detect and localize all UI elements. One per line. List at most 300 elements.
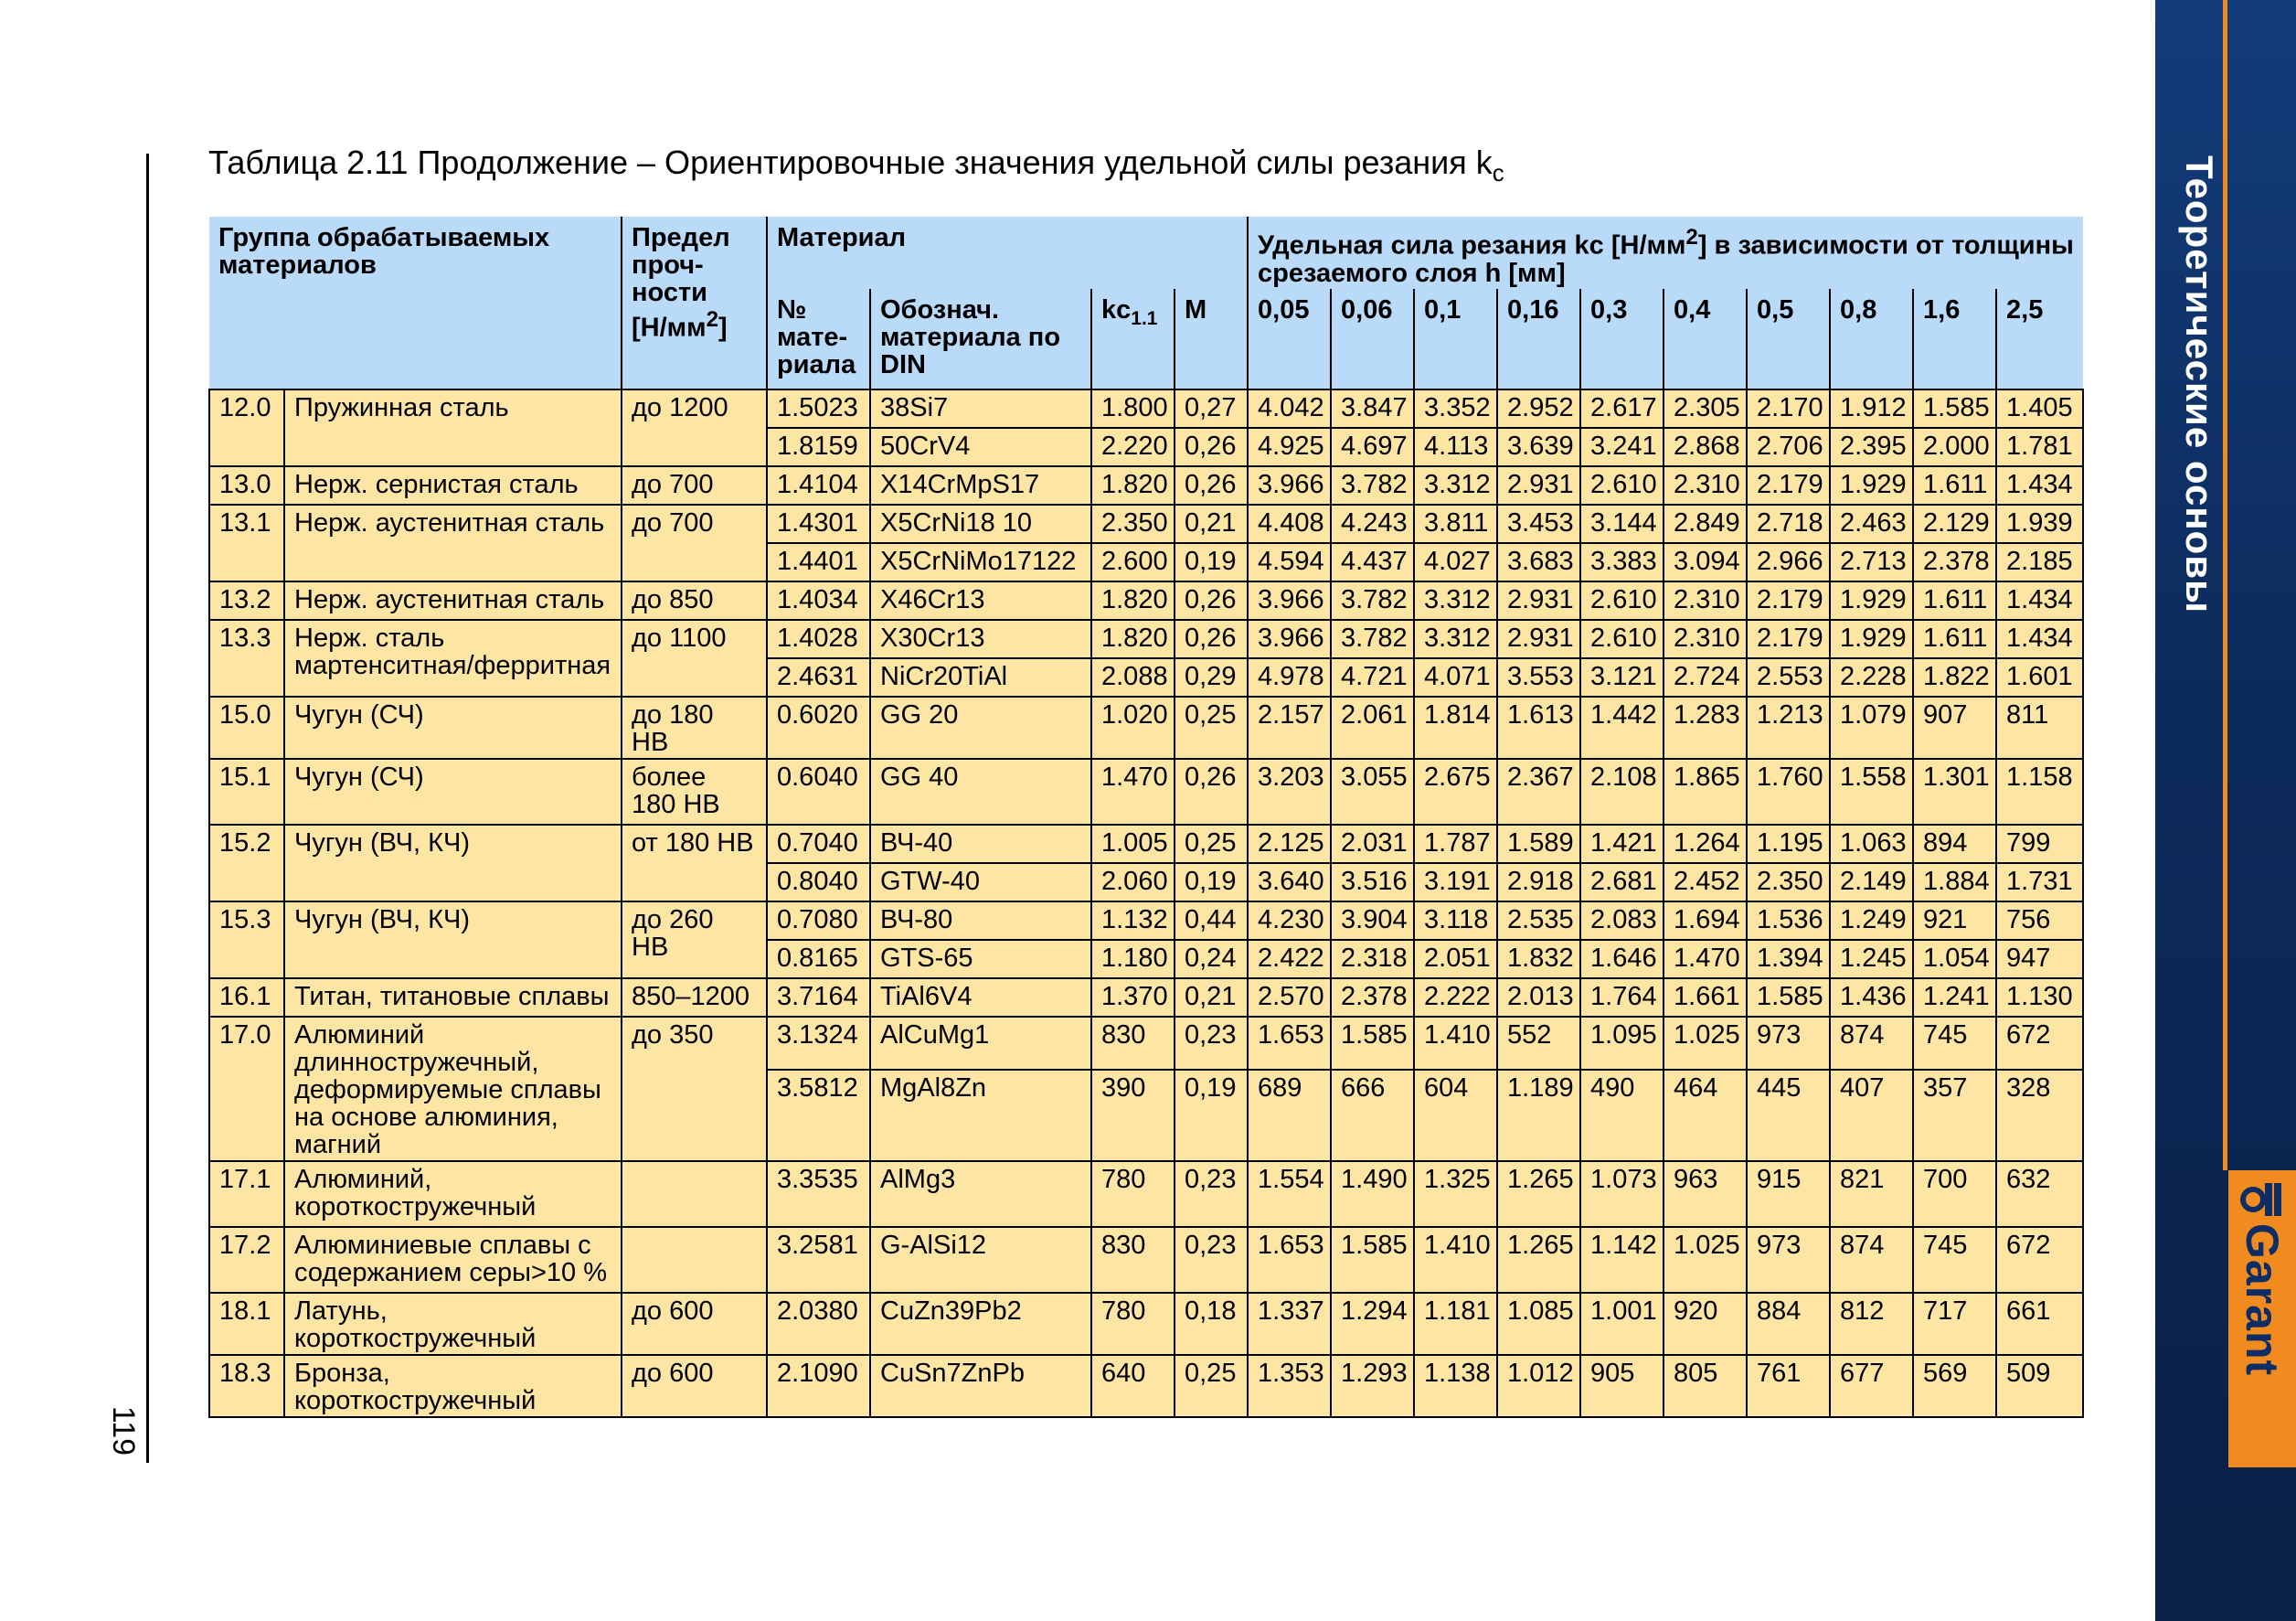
din-designation-cell: GG 40 [870, 759, 1091, 825]
force-value-cell: 2.185 [1996, 543, 2083, 581]
force-value-cell: 509 [1996, 1355, 2083, 1417]
din-designation-cell: ВЧ-40 [870, 825, 1091, 863]
force-value-cell: 1.490 [1331, 1161, 1414, 1227]
header-thickness: 0,1 [1414, 289, 1497, 389]
material-number-cell: 1.4104 [767, 466, 870, 505]
force-value-cell: 1.063 [1830, 825, 1913, 863]
force-value-cell: 2.610 [1580, 581, 1664, 620]
force-value-cell: 2.125 [1248, 825, 1331, 863]
force-value-cell: 1.405 [1996, 389, 2083, 428]
force-value-cell: 700 [1913, 1161, 1996, 1227]
kc11-cell: 780 [1091, 1293, 1175, 1355]
force-value-cell: 3.904 [1331, 901, 1414, 940]
kc11-cell: 2.350 [1091, 505, 1175, 543]
kc11-cell: 830 [1091, 1227, 1175, 1293]
force-value-cell: 604 [1414, 1070, 1497, 1161]
force-value-cell: 1.787 [1414, 825, 1497, 863]
force-value-cell: 874 [1830, 1227, 1913, 1293]
material-number-cell: 2.0380 [767, 1293, 870, 1355]
group-code-cell: 15.2 [209, 825, 284, 901]
kc11-cell: 1.370 [1091, 978, 1175, 1017]
force-value-cell: 4.978 [1248, 658, 1331, 697]
force-value-cell: 1.301 [1913, 759, 1996, 825]
force-value-cell: 2.179 [1747, 466, 1830, 505]
header-kc11: $kc_{1.1}$ [1091, 289, 1175, 389]
strength-cell: до 1200 [622, 389, 767, 466]
material-number-cell: 0.7080 [767, 901, 870, 940]
force-value-cell: 1.764 [1580, 978, 1664, 1017]
force-value-cell: 3.312 [1414, 620, 1497, 658]
table-row [209, 1227, 2083, 1293]
force-value-cell: 3.782 [1331, 581, 1414, 620]
strength-cell: до 1100 [622, 620, 767, 697]
force-value-cell: 3.847 [1331, 389, 1414, 428]
force-value-cell: 1.213 [1747, 697, 1830, 759]
force-value-cell: 1.241 [1913, 978, 1996, 1017]
din-designation-cell: G-AlSi12 [870, 1227, 1091, 1293]
group-name-cell: Латунь, короткостружечный [284, 1293, 622, 1355]
group-code-cell: 18.1 [209, 1293, 284, 1355]
force-value-cell: 717 [1913, 1293, 1996, 1355]
kc11-cell: 1.470 [1091, 759, 1175, 825]
force-value-cell: 1.832 [1497, 940, 1580, 978]
force-value-cell: 1.653 [1248, 1227, 1331, 1293]
table-row [209, 825, 2083, 863]
cutting-force-table [208, 217, 2084, 1418]
force-value-cell: 2.918 [1497, 863, 1580, 901]
force-value-cell: 4.437 [1331, 543, 1414, 581]
header-thickness: 0,4 [1664, 289, 1747, 389]
table-row [209, 466, 2083, 505]
force-value-cell: 921 [1913, 901, 1996, 940]
force-value-cell: 2.108 [1580, 759, 1664, 825]
din-designation-cell: X14CrMpS17 [870, 466, 1091, 505]
force-value-cell: 3.782 [1331, 466, 1414, 505]
strength-cell: более 180 HB [622, 759, 767, 825]
header-thickness: 0,8 [1830, 289, 1913, 389]
din-designation-cell: 38Si7 [870, 389, 1091, 428]
material-number-cell: 3.2581 [767, 1227, 870, 1293]
force-value-cell: 1.585 [1747, 978, 1830, 1017]
material-number-cell: 0.7040 [767, 825, 870, 863]
force-value-cell: 2.170 [1747, 389, 1830, 428]
chapter-sidebar [2155, 0, 2296, 1621]
kc11-cell: 390 [1091, 1070, 1175, 1161]
din-designation-cell: CuSn7ZnPb [870, 1355, 1091, 1417]
din-designation-cell: 50CrV4 [870, 428, 1091, 466]
force-value-cell: 4.027 [1414, 543, 1497, 581]
force-value-cell: 1.694 [1664, 901, 1747, 940]
force-value-cell: 1.265 [1497, 1227, 1580, 1293]
header-material: Материал [767, 217, 1248, 289]
material-number-cell: 0.6020 [767, 697, 870, 759]
force-value-cell: 3.811 [1414, 505, 1497, 543]
force-value-cell: 672 [1996, 1017, 2083, 1070]
force-value-cell: 3.118 [1414, 901, 1497, 940]
force-value-cell: 3.639 [1497, 428, 1580, 466]
force-value-cell: 1.293 [1331, 1355, 1414, 1417]
force-value-cell: 1.264 [1664, 825, 1747, 863]
strength-cell: до 180 HB [622, 697, 767, 759]
force-value-cell: 4.071 [1414, 658, 1497, 697]
force-value-cell: 2.706 [1747, 428, 1830, 466]
force-value-cell: 2.535 [1497, 901, 1580, 940]
table-row [209, 620, 2083, 658]
garant-logo-text: Garant [2237, 1223, 2288, 1377]
force-value-cell: 328 [1996, 1070, 2083, 1161]
force-value-cell: 1.731 [1996, 863, 2083, 901]
force-value-cell: 2.179 [1747, 581, 1830, 620]
force-value-cell: 1.585 [1331, 1227, 1414, 1293]
header-thickness: 0,16 [1497, 289, 1580, 389]
material-number-cell: 3.5812 [767, 1070, 870, 1161]
force-value-cell: 1.095 [1580, 1017, 1664, 1070]
force-value-cell: 1.294 [1331, 1293, 1414, 1355]
force-value-cell: 973 [1747, 1227, 1830, 1293]
din-designation-cell: ВЧ-80 [870, 901, 1091, 940]
force-value-cell: 1.536 [1747, 901, 1830, 940]
din-designation-cell: X5CrNiMo17122 [870, 543, 1091, 581]
table-row [209, 759, 2083, 825]
force-value-cell: 1.142 [1580, 1227, 1664, 1293]
force-value-cell: 689 [1248, 1070, 1331, 1161]
force-value-cell: 905 [1580, 1355, 1664, 1417]
material-number-cell: 1.4301 [767, 505, 870, 543]
header-thickness: 0,05 [1248, 289, 1331, 389]
force-value-cell: 4.925 [1248, 428, 1331, 466]
table-row [209, 505, 2083, 543]
force-value-cell: 907 [1913, 697, 1996, 759]
force-value-cell: 2.013 [1497, 978, 1580, 1017]
strength-cell: от 180 HB [622, 825, 767, 901]
force-value-cell: 357 [1913, 1070, 1996, 1161]
strength-cell: до 600 [622, 1355, 767, 1417]
force-value-cell: 2.222 [1414, 978, 1497, 1017]
force-value-cell: 4.042 [1248, 389, 1331, 428]
din-designation-cell: TiAl6V4 [870, 978, 1091, 1017]
force-value-cell: 1.337 [1248, 1293, 1331, 1355]
force-value-cell: 947 [1996, 940, 2083, 978]
force-value-cell: 3.966 [1248, 466, 1331, 505]
kc11-cell: 830 [1091, 1017, 1175, 1070]
force-value-cell: 2.350 [1747, 863, 1830, 901]
force-value-cell: 2.868 [1664, 428, 1747, 466]
force-value-cell: 1.325 [1414, 1161, 1497, 1227]
force-value-cell: 821 [1830, 1161, 1913, 1227]
kc11-cell: 2.600 [1091, 543, 1175, 581]
sidebar-accent-line [2223, 0, 2227, 1170]
force-value-cell: 3.312 [1414, 466, 1497, 505]
force-value-cell: 2.083 [1580, 901, 1664, 940]
kc11-cell: 1.180 [1091, 940, 1175, 978]
force-value-cell: 1.760 [1747, 759, 1830, 825]
force-value-cell: 4.230 [1248, 901, 1331, 940]
force-value-cell: 2.310 [1664, 581, 1747, 620]
table-caption: Таблица 2.11 Продолжение – Ориентировочные значения удельной силы резания $k_c$ [208, 144, 1504, 187]
force-value-cell: 1.410 [1414, 1227, 1497, 1293]
m-cell: 0,26 [1175, 581, 1248, 620]
force-value-cell: 661 [1996, 1293, 2083, 1355]
table-row [209, 978, 2083, 1017]
group-code-cell: 15.1 [209, 759, 284, 825]
strength-cell: до 700 [622, 505, 767, 581]
force-value-cell: 761 [1747, 1355, 1830, 1417]
group-name-cell: Чугун (ВЧ, КЧ) [284, 901, 622, 978]
force-value-cell: 3.352 [1414, 389, 1497, 428]
table-row [209, 901, 2083, 940]
material-number-cell: 0.8165 [767, 940, 870, 978]
force-value-cell: 2.422 [1248, 940, 1331, 978]
force-value-cell: 4.594 [1248, 543, 1331, 581]
force-value-cell: 2.610 [1580, 466, 1664, 505]
group-name-cell: Пружинная сталь [284, 389, 622, 466]
force-value-cell: 4.721 [1331, 658, 1414, 697]
force-value-cell: 1.410 [1414, 1017, 1497, 1070]
strength-cell [622, 1161, 767, 1227]
m-cell: 0,23 [1175, 1227, 1248, 1293]
m-cell: 0,26 [1175, 620, 1248, 658]
table-body [209, 389, 2083, 1417]
force-value-cell: 3.966 [1248, 620, 1331, 658]
force-value-cell: 874 [1830, 1017, 1913, 1070]
din-designation-cell: AlMg3 [870, 1161, 1091, 1227]
table-row [209, 697, 2083, 759]
kc11-cell: 1.020 [1091, 697, 1175, 759]
force-value-cell: 915 [1747, 1161, 1830, 1227]
group-code-cell: 13.3 [209, 620, 284, 697]
force-value-cell: 569 [1913, 1355, 1996, 1417]
force-value-cell: 1.245 [1830, 940, 1913, 978]
kc11-cell: 2.220 [1091, 428, 1175, 466]
force-value-cell: 2.570 [1248, 978, 1331, 1017]
force-value-cell: 1.611 [1913, 466, 1996, 505]
force-value-cell: 1.554 [1248, 1161, 1331, 1227]
force-value-cell: 2.718 [1747, 505, 1830, 543]
force-value-cell: 1.353 [1248, 1355, 1331, 1417]
force-value-cell: 490 [1580, 1070, 1664, 1161]
m-cell: 0,25 [1175, 825, 1248, 863]
force-value-cell: 1.012 [1497, 1355, 1580, 1417]
force-value-cell: 1.781 [1996, 428, 2083, 466]
m-cell: 0,23 [1175, 1161, 1248, 1227]
force-value-cell: 3.553 [1497, 658, 1580, 697]
din-designation-cell: MgAl8Zn [870, 1070, 1091, 1161]
group-name-cell: Алюминий длинностружечный, деформируемые сплавы на основе алюминия, магний [284, 1017, 622, 1161]
kc11-cell: 1.800 [1091, 389, 1175, 428]
header-din-designation: Обознач. материала по DIN [870, 289, 1091, 389]
material-number-cell: 1.4401 [767, 543, 870, 581]
force-value-cell: 1.912 [1830, 389, 1913, 428]
header-thickness: 0,3 [1580, 289, 1664, 389]
force-value-cell: 2.849 [1664, 505, 1747, 543]
force-value-cell: 3.383 [1580, 543, 1664, 581]
force-value-cell: 3.055 [1331, 759, 1414, 825]
force-value-cell: 2.378 [1913, 543, 1996, 581]
force-value-cell: 2.310 [1664, 620, 1747, 658]
force-value-cell: 4.408 [1248, 505, 1331, 543]
force-value-cell: 4.113 [1414, 428, 1497, 466]
group-code-cell: 13.0 [209, 466, 284, 505]
material-number-cell: 1.5023 [767, 389, 870, 428]
group-code-cell: 13.2 [209, 581, 284, 620]
strength-cell: до 260 HB [622, 901, 767, 978]
force-value-cell: 920 [1664, 1293, 1747, 1355]
force-value-cell: 1.025 [1664, 1227, 1747, 1293]
force-value-cell: 1.865 [1664, 759, 1747, 825]
force-value-cell: 1.158 [1996, 759, 2083, 825]
force-value-cell: 1.054 [1913, 940, 1996, 978]
force-value-cell: 2.228 [1830, 658, 1913, 697]
force-value-cell: 2.463 [1830, 505, 1913, 543]
force-value-cell: 407 [1830, 1070, 1913, 1161]
group-code-cell: 16.1 [209, 978, 284, 1017]
force-value-cell: 756 [1996, 901, 2083, 940]
group-name-cell: Нерж. сталь мартенситная/ферритная [284, 620, 622, 697]
force-value-cell: 1.814 [1414, 697, 1497, 759]
force-value-cell: 2.061 [1331, 697, 1414, 759]
force-value-cell: 1.929 [1830, 466, 1913, 505]
force-value-cell: 745 [1913, 1227, 1996, 1293]
strength-cell [622, 1227, 767, 1293]
force-value-cell: 963 [1664, 1161, 1747, 1227]
strength-cell: до 700 [622, 466, 767, 505]
m-cell: 0,19 [1175, 863, 1248, 901]
force-value-cell: 2.179 [1747, 620, 1830, 658]
force-value-cell: 3.312 [1414, 581, 1497, 620]
header-m: M [1175, 289, 1248, 389]
group-code-cell: 18.3 [209, 1355, 284, 1417]
header-specific-force: Удельная сила резания kc $[Н/мм^2]$ в зависимости от толщины срезаемого слоя h [мм] [1248, 217, 2083, 289]
force-value-cell: 2.931 [1497, 620, 1580, 658]
material-number-cell: 1.8159 [767, 428, 870, 466]
strength-cell: 850–1200 [622, 978, 767, 1017]
table-row [209, 389, 2083, 428]
group-code-cell: 15.0 [209, 697, 284, 759]
material-number-cell: 0.8040 [767, 863, 870, 901]
group-name-cell: Нерж. аустенитная сталь [284, 505, 622, 581]
kc11-cell: 2.088 [1091, 658, 1175, 697]
force-value-cell: 4.243 [1331, 505, 1414, 543]
force-value-cell: 1.130 [1996, 978, 2083, 1017]
group-name-cell: Алюминиевые сплавы с содержанием серы>10 % [284, 1227, 622, 1293]
m-cell: 0,19 [1175, 1070, 1248, 1161]
m-cell: 0,27 [1175, 389, 1248, 428]
force-value-cell: 445 [1747, 1070, 1830, 1161]
m-cell: 0,29 [1175, 658, 1248, 697]
force-value-cell: 1.939 [1996, 505, 2083, 543]
force-value-cell: 464 [1664, 1070, 1747, 1161]
force-value-cell: 2.452 [1664, 863, 1747, 901]
force-value-cell: 2.149 [1830, 863, 1913, 901]
force-value-cell: 1.646 [1580, 940, 1664, 978]
m-cell: 0,26 [1175, 466, 1248, 505]
force-value-cell: 1.585 [1913, 389, 1996, 428]
force-value-cell: 973 [1747, 1017, 1830, 1070]
force-value-cell: 1.181 [1414, 1293, 1497, 1355]
m-cell: 0,26 [1175, 759, 1248, 825]
force-value-cell: 2.395 [1830, 428, 1913, 466]
m-cell: 0,19 [1175, 543, 1248, 581]
garant-logo [2228, 1170, 2296, 1467]
force-value-cell: 4.697 [1331, 428, 1414, 466]
force-value-cell: 811 [1996, 697, 2083, 759]
force-value-cell: 2.367 [1497, 759, 1580, 825]
force-value-cell: 1.195 [1747, 825, 1830, 863]
chapter-title: Теоретические основы [2178, 155, 2221, 614]
header-thickness: 0,06 [1331, 289, 1414, 389]
force-value-cell: 1.249 [1830, 901, 1913, 940]
force-value-cell: 805 [1664, 1355, 1747, 1417]
kc11-cell: 640 [1091, 1355, 1175, 1417]
force-value-cell: 1.653 [1248, 1017, 1331, 1070]
group-name-cell: Чугун (СЧ) [284, 759, 622, 825]
header-material-group: Группа обрабатываемых материалов [209, 217, 622, 389]
material-number-cell: 1.4028 [767, 620, 870, 658]
header-thickness: 0,5 [1747, 289, 1830, 389]
force-value-cell: 1.822 [1913, 658, 1996, 697]
material-number-cell: 3.7164 [767, 978, 870, 1017]
force-value-cell: 1.929 [1830, 620, 1913, 658]
group-code-cell: 17.1 [209, 1161, 284, 1227]
force-value-cell: 3.203 [1248, 759, 1331, 825]
header-tensile-strength: Предел проч-ности $[Н/мм^2]$ [622, 217, 767, 389]
force-value-cell: 3.121 [1580, 658, 1664, 697]
header-thickness: 2,5 [1996, 289, 2083, 389]
force-value-cell: 2.966 [1747, 543, 1830, 581]
page-number: 119 [106, 1405, 141, 1456]
force-value-cell: 3.516 [1331, 863, 1414, 901]
force-value-cell: 2.378 [1331, 978, 1414, 1017]
material-number-cell: 2.4631 [767, 658, 870, 697]
group-name-cell: Алюминий, короткостружечный [284, 1161, 622, 1227]
din-designation-cell: GTS-65 [870, 940, 1091, 978]
m-cell: 0,44 [1175, 901, 1248, 940]
force-value-cell: 884 [1747, 1293, 1830, 1355]
force-value-cell: 2.610 [1580, 620, 1664, 658]
force-value-cell: 3.966 [1248, 581, 1331, 620]
page-margin-line [146, 154, 149, 1463]
force-value-cell: 1.884 [1913, 863, 1996, 901]
group-name-cell: Титан, титановые сплавы [284, 978, 622, 1017]
force-value-cell: 1.585 [1331, 1017, 1414, 1070]
force-value-cell: 1.265 [1497, 1161, 1580, 1227]
material-number-cell: 1.4034 [767, 581, 870, 620]
force-value-cell: 2.931 [1497, 466, 1580, 505]
din-designation-cell: X46Cr13 [870, 581, 1091, 620]
force-value-cell: 3.191 [1414, 863, 1497, 901]
force-value-cell: 1.434 [1996, 620, 2083, 658]
kc11-cell: 780 [1091, 1161, 1175, 1227]
force-value-cell: 1.470 [1664, 940, 1747, 978]
force-value-cell: 1.613 [1497, 697, 1580, 759]
strength-cell: до 600 [622, 1293, 767, 1355]
force-value-cell: 1.436 [1830, 978, 1913, 1017]
din-designation-cell: X5CrNi18 10 [870, 505, 1091, 543]
force-value-cell: 1.085 [1497, 1293, 1580, 1355]
din-designation-cell: NiCr20TiAl [870, 658, 1091, 697]
force-value-cell: 1.073 [1580, 1161, 1664, 1227]
force-value-cell: 1.611 [1913, 581, 1996, 620]
force-value-cell: 1.442 [1580, 697, 1664, 759]
group-code-cell: 17.2 [209, 1227, 284, 1293]
kc11-cell: 1.820 [1091, 620, 1175, 658]
garant-logo-icon [2238, 1178, 2287, 1221]
force-value-cell: 3.782 [1331, 620, 1414, 658]
strength-cell: до 850 [622, 581, 767, 620]
material-number-cell: 3.3535 [767, 1161, 870, 1227]
force-value-cell: 745 [1913, 1017, 1996, 1070]
force-value-cell: 2.310 [1664, 466, 1747, 505]
